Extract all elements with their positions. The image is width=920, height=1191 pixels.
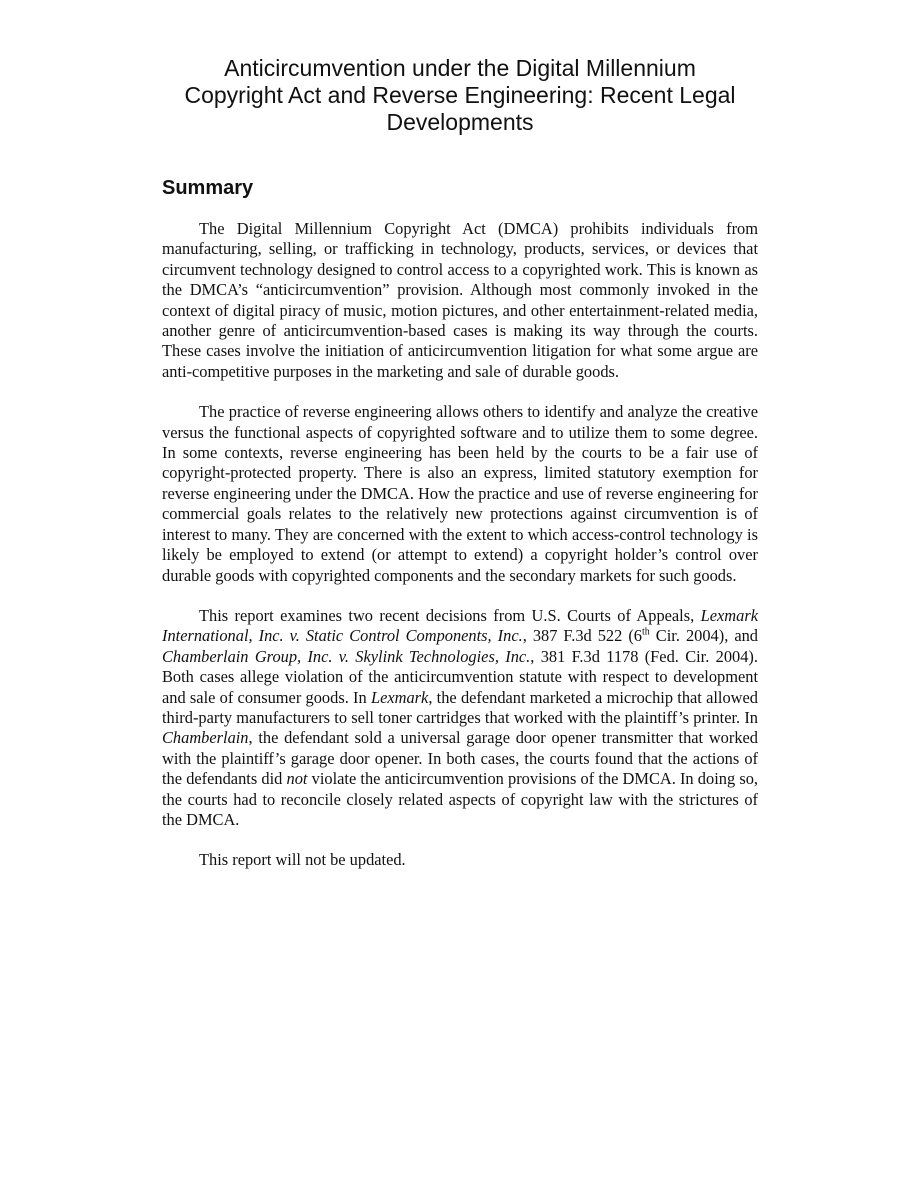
case-name-lexmark: Lexmark bbox=[370, 687, 429, 707]
text-run: Cir. 2004), and bbox=[649, 626, 758, 646]
summary-paragraph-1: The Digital Millennium Copyright Act (DMCA) prohibits individuals from manufacturing, selling, or trafficking in technology, products, services, or devices that circumvent technology designed to control access to a copyrighted work. This is known as the DMCA’s “anticircumvention” provision. Although most commonly invoked in the context of digital piracy of music, motion pictures, and other entertainment-related media, another genre of anticircumvention-based cases is making its way through the courts. These cases involve the initiation of anticircumvention litigation for what some argue are anti-competitive purposes in the marketing and sale of durable goods. bbox=[162, 219, 758, 381]
case-name-chamberlain: Chamberlain bbox=[162, 728, 249, 748]
emphasis-not: not bbox=[286, 769, 308, 789]
superscript: th bbox=[642, 626, 650, 638]
summary-paragraph-2: The practice of reverse engineering allows others to identify and analyze the creative versus the functional aspects of copyrighted software and to utilize them to some degree. In some contexts, reverse engineering has been held by the courts to be a fair use of copyright-protected property. There is also an express, limited statutory exemption for reverse engineering under the DMCA. How the practice and use of reverse engineering for commercial goals relates to the relatively new protections against circumvention is of interest to many. They are concerned with the extent to which access-control technology is likely be employed to extend (or attempt to extend) a copyright holder’s control over durable goods with copyrighted components and the secondary markets for such goods. bbox=[162, 402, 758, 585]
text-run: , the defendant marketed a microchip that allowed third-party manufacturers to sell toner cartridges that worked with the plaintiff’s printer. In bbox=[162, 687, 758, 727]
section-heading: Summary bbox=[162, 177, 254, 199]
text-run: , the defendant sold a universal garage door opener transmitter that worked with the plaintiff’s garage door opener. In both cases, the courts found that the actions of the defendants did bbox=[162, 728, 758, 789]
document-title bbox=[162, 55, 758, 136]
summary-paragraph-3 bbox=[162, 606, 758, 830]
title-line: Copyright Act and Reverse Engineering: Recent Legal bbox=[184, 82, 736, 108]
text-run: , 381 F.3d 1178 (Fed. Cir. 2004). Both cases allege violation of the anticircumvention statute with respect to development and sale of consumer goods. In bbox=[162, 646, 758, 707]
case-citation-chamberlain: Chamberlain Group, Inc. v. Skylink Technologies, Inc. bbox=[162, 646, 531, 666]
text-run: This report examines two recent decisions from U.S. Courts of Appeals, bbox=[199, 605, 701, 625]
summary-paragraph-4: This report will not be updated. bbox=[199, 850, 406, 870]
text-run: violate the anticircumvention provisions of the DMCA. In doing so, the courts had to reconcile closely related aspects of copyright law with the strictures of the DMCA. bbox=[162, 769, 758, 829]
title-line: Anticircumvention under the Digital Millennium bbox=[224, 55, 696, 81]
document-page bbox=[162, 55, 758, 871]
text-run: , 387 F.3d 522 (6 bbox=[522, 626, 642, 646]
case-citation-lexmark: Lexmark International, Inc. v. Static Control Components, Inc. bbox=[162, 605, 758, 646]
title-line: Developments bbox=[386, 109, 534, 135]
